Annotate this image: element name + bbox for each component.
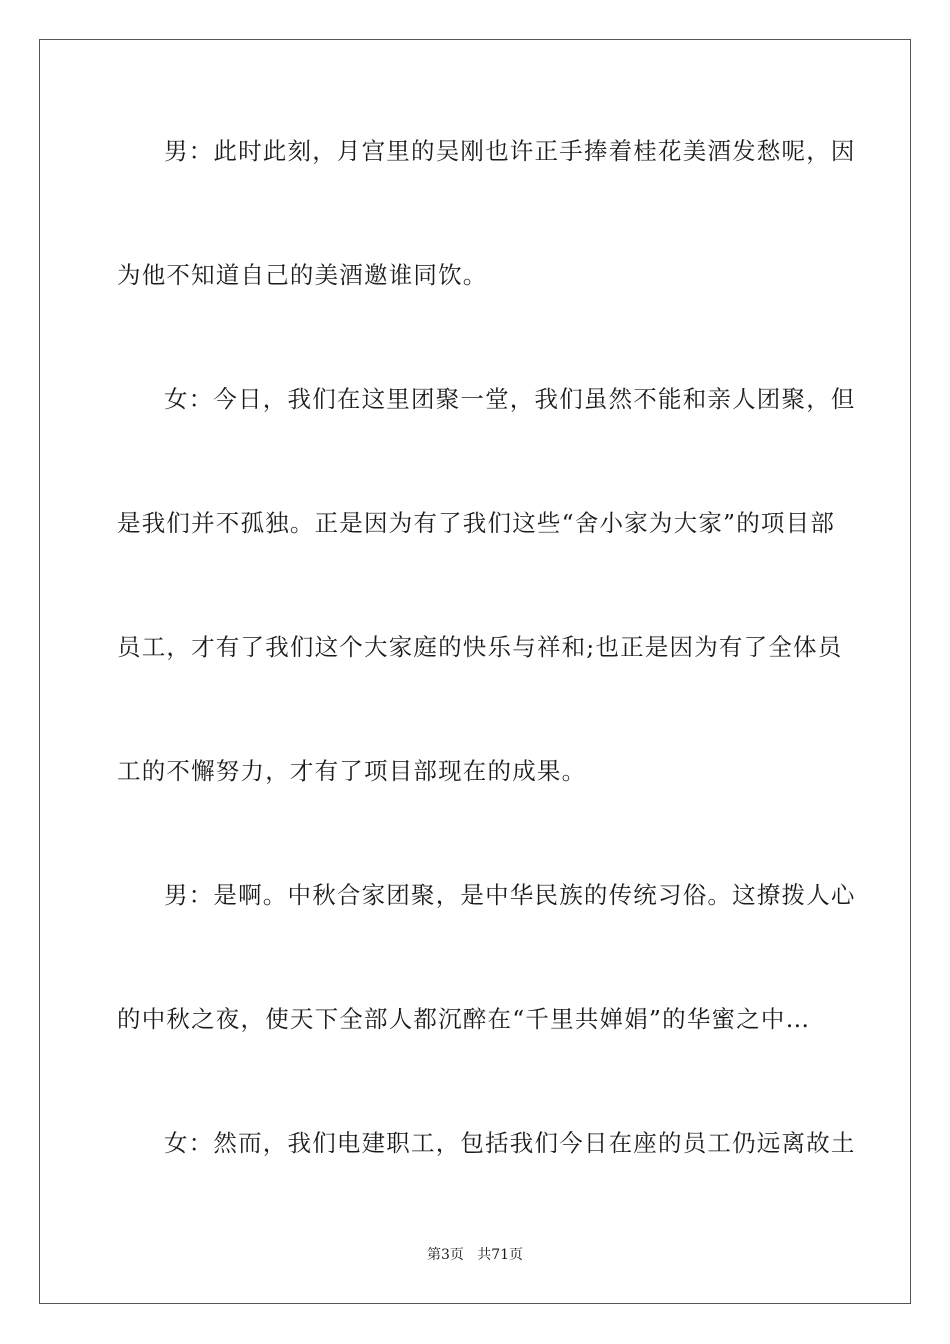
text-line: 为他不知道自己的美酒邀谁同饮。 [117, 261, 488, 289]
text-line: 女：然而，我们电建职工，包括我们今日在座的员工仍远离故土 [164, 1129, 856, 1157]
page-frame [39, 39, 911, 1304]
text-line: 工的不懈努力，才有了项目部现在的成果。 [117, 757, 587, 785]
text-line: 是我们并不孤独。正是因为有了我们这些“舍小家为大家”的项目部 [117, 509, 836, 537]
text-line: 的中秋之夜，使天下全部人都沉醉在“千里共婵娟”的华蜜之中… [117, 1005, 811, 1033]
text-line: 女：今日，我们在这里团聚一堂，我们虽然不能和亲人团聚，但 [164, 385, 856, 413]
text-line: 男：是啊。中秋合家团聚，是中华民族的传统习俗。这撩拨人心 [164, 881, 856, 909]
text-line: 男：此时此刻，月宫里的吴刚也许正手捧着桂花美酒发愁呢，因 [164, 137, 856, 165]
page-number-footer: 第3页 共71页 [426, 1247, 524, 1263]
text-line: 员工，才有了我们这个大家庭的快乐与祥和;也正是因为有了全体员 [117, 633, 843, 661]
